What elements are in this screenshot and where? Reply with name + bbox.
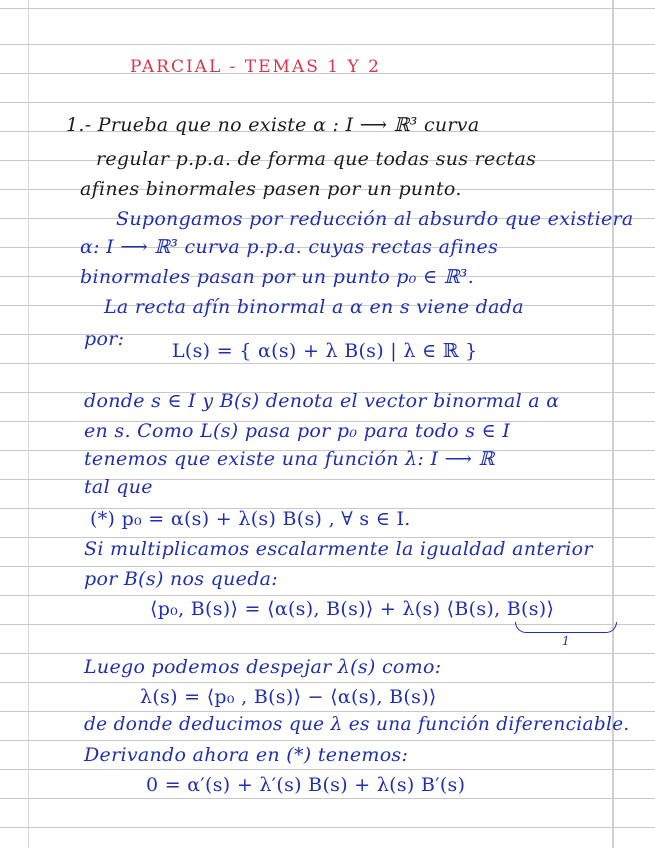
proof-line-4: La recta afín binormal a α en s viene dada (104, 296, 524, 318)
proof-line-17: de donde deducimos que λ es una función diferenciable. (84, 714, 630, 735)
proof-line-15: Luego podemos despejar λ(s) como: (84, 656, 442, 678)
derivative-equation: 0 = α′(s) + λ′(s) B(s) + λ(s) B′(s) (146, 774, 466, 796)
underbrace (515, 622, 617, 633)
margin-line (28, 0, 29, 848)
proof-line-5: por: (84, 328, 125, 350)
proof-line-13: por B(s) nos queda: (84, 568, 279, 590)
statement-line-2: regular p.p.a. de forma que todas sus rectas (96, 148, 537, 170)
binormal-line-equation: L(s) = { α(s) + λ B(s) | λ ∈ ℝ } (172, 340, 478, 362)
equation-star: (*) p₀ = α(s) + λ(s) B(s) , ∀ s ∈ I. (90, 508, 411, 530)
underbrace-note: 1 (562, 634, 570, 648)
proof-line-3: binormales pasan por un punto p₀ ∈ ℝ³. (80, 266, 475, 288)
proof-line-12: Si multiplicamos escalarmente la igualdad anterior (84, 538, 593, 560)
lambda-equation: λ(s) = ⟨p₀ , B(s)⟩ − ⟨α(s), B(s)⟩ (140, 686, 437, 708)
proof-line-10: tal que (84, 476, 153, 498)
statement-line-3: afines binormales pasen por un punto. (80, 178, 462, 200)
proof-line-7: donde s ∈ I y B(s) denota el vector binormal a α (84, 390, 560, 412)
proof-line-2: α: I ⟶ ℝ³ curva p.p.a. cuyas rectas afines (80, 236, 499, 258)
scalar-product-equation: ⟨p₀, B(s)⟩ = ⟨α(s), B(s)⟩ + λ(s) ⟨B(s), B(s)⟩ (150, 598, 555, 620)
page-title: PARCIAL - TEMAS 1 Y 2 (130, 57, 381, 77)
proof-line-1: Supongamos por reducción al absurdo que existiera (116, 208, 634, 230)
proof-line-9: tenemos que existe una función λ: I ⟶ ℝ (84, 448, 495, 470)
statement-line-1: 1.- Prueba que no existe α : I ⟶ ℝ³ curva (66, 114, 480, 136)
proof-line-18: Derivando ahora en (*) tenemos: (84, 744, 409, 766)
proof-line-8: en s. Como L(s) pasa por p₀ para todo s ∈ I (84, 420, 511, 442)
